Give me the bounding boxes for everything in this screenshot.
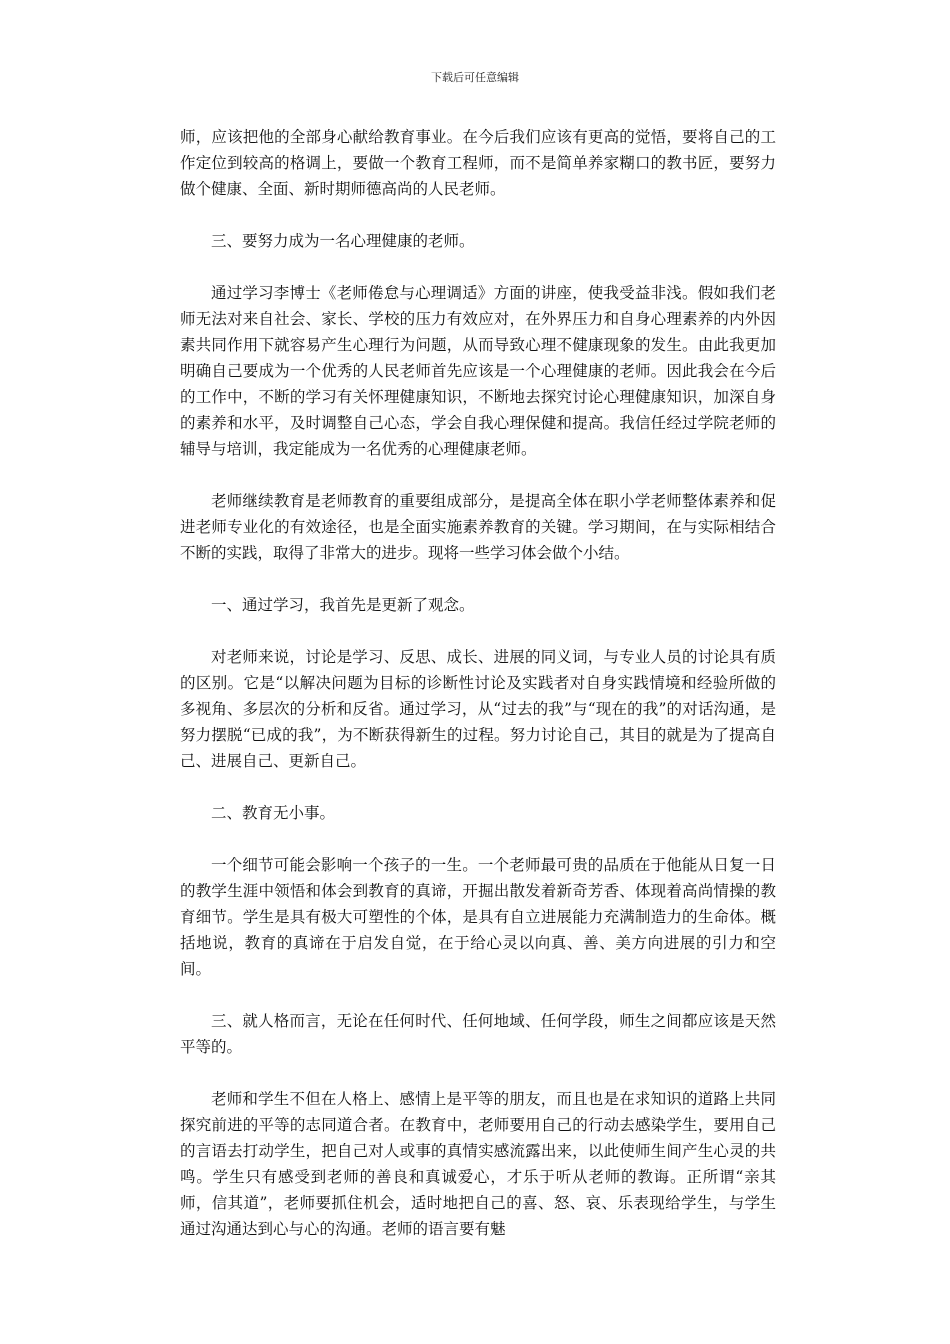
paragraph-details: 一个细节可能会影响一个孩子的一生。一个老师最可贵的品质在于他能从日复一日的教学生涯中领悟和体会到教育的真谛，开掘出散发着新奇芳香、体现着高尚情操的教育细节。学生是具有极大可塑性的个体，是具有自立进展能力充满制造力的生命体。概括地说，教育的真谛在于启发自觉，在于给心灵以向真、善、美方向进展的引力和空间。 xyxy=(180,856,776,978)
paragraph-continuing-education: 老师继续教育是老师教育的重要组成部分，是提高全体在职小学老师整体素养和促进老师专业化的有效途径，也是全面实施素养教育的关键。学习期间，在与实际相结合不断的实践，取得了非常大的进步。现将一些学习体会做个小结。 xyxy=(180,492,776,562)
paragraph-research: 对老师来说，讨论是学习、反思、成长、进展的同义词，与专业人员的讨论具有质的区别。它是“以解决问题为目标的诊断性讨论及实践者对自身实践情境和经验所做的多视角、多层次的分析和反省。通过学习，从“过去的我”与“现在的我”的对话沟通，是努力摆脱“已成的我”，为不断获得新生的过程。努力讨论自己，其目的就是为了提高自己、进展自己、更新自己。 xyxy=(180,648,776,770)
section-heading-3-mental-health: 三、要努力成为一名心理健康的老师。 xyxy=(211,232,475,250)
paragraph-teacher-student: 老师和学生不但在人格上、感情上是平等的朋友，而且也是在求知识的道路上共同探究前进的平等的志同道合者。在教育中，老师要用自己的行动去感染学生，要用自己的言语去打动学生，把自己对人或事的真情实感流露出来，以此使师生间产生心灵的共鸣。学生只有感受到老师的善良和真诚爱心，才乐于听从老师的教诲。正所谓“亲其师，信其道”，老师要抓住机会，适时地把自己的喜、怒、哀、乐表现给学生，与学生通过沟通达到心与心的沟通。老师的语言要有魅 xyxy=(180,1090,776,1238)
paragraph-continuation: 师，应该把他的全部身心献给教育事业。在今后我们应该有更高的觉悟，要将自己的工作定位到较高的格调上，要做一个教育工程师，而不是简单养家糊口的教书匠，要努力做个健康、全面、新时期师德高尚的人民老师。 xyxy=(180,128,776,198)
page-header: 下载后可任意编辑 xyxy=(431,71,519,84)
document-body xyxy=(180,124,776,1268)
section-heading-3-equality: 三、就人格而言，无论在任何时代、任何地域、任何学段，师生之间都应该是天然平等的。 xyxy=(180,1012,776,1056)
section-heading-1-concept: 一、通过学习，我首先是更新了观念。 xyxy=(211,596,475,614)
section-heading-2-no-small-matters: 二、教育无小事。 xyxy=(211,804,336,822)
paragraph-mental-health: 通过学习李博士《老师倦怠与心理调适》方面的讲座，使我受益非浅。假如我们老师无法对来自社会、家长、学校的压力有效应对，在外界压力和自身心理素养的内外因素共同作用下就容易产生心理行为问题，从而导致心理不健康现象的发生。由此我更加明确自己要成为一个优秀的人民老师首先应该是一个心理健康的老师。因此我会在今后的工作中，不断的学习有关怀理健康知识，不断地去探究讨论心理健康知识，加深自身的素养和水平，及时调整自己心态，学会自我心理保健和提高。我信任经过学院老师的辅导与培训，我定能成为一名优秀的心理健康老师。 xyxy=(180,284,776,458)
